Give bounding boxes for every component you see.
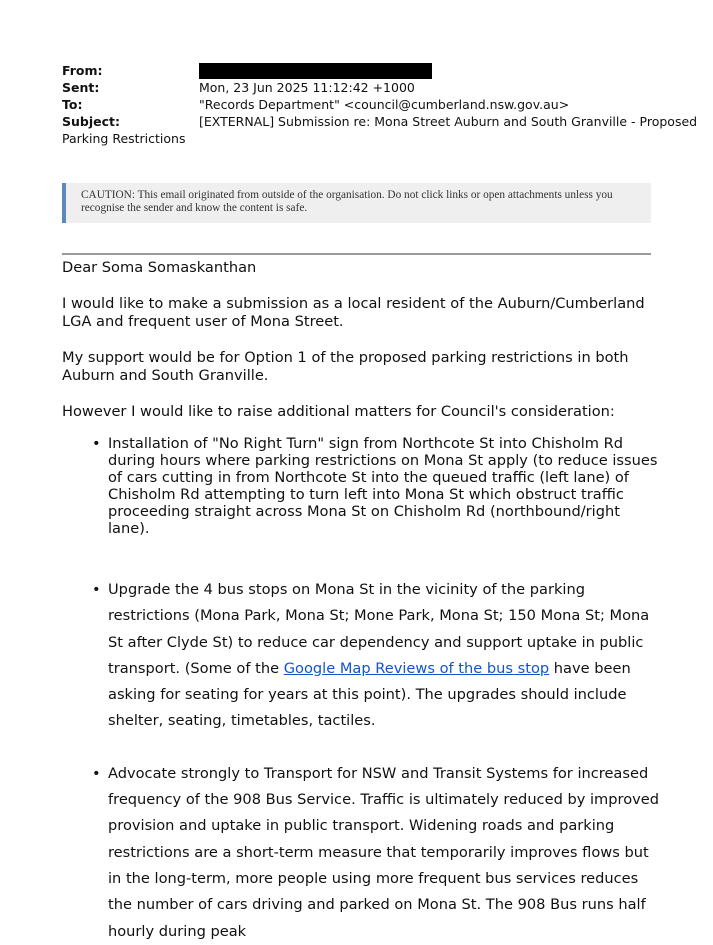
divider: [62, 253, 651, 255]
considerations-list: [62, 435, 662, 945]
subject-wrap: Parking Restrictions: [62, 131, 186, 146]
to-label: To:: [62, 97, 83, 112]
bullet-2-text-a: Upgrade the 4 bus stops on Mona St in the vicinity of the parking restrictions (Mona Park, Mona St; Mone Park, Mona St; 150 Mona St; Mona St after Clyde St) to reduce car dependency and support uptake in public transport. (Some of the: [108, 581, 650, 677]
email-header: [62, 62, 698, 147]
bullet-1-text: Installation of "No Right Turn" sign from Northcote St into Chisholm Rd during hours where parking restrictions on Mona St apply (to reduce issues of cars cutting in from Northcote St into the queued traffic (left lane) of Chisholm Rd attempting to turn left into Mona St which obstruct traffic proceeding straight across Mona St on Chisholm Rd (northbound/right lane).: [108, 435, 658, 537]
to-row: [62, 96, 662, 113]
sent-label: Sent:: [62, 80, 100, 95]
subject-wrap-row: [62, 130, 662, 147]
from-label: From:: [62, 63, 103, 78]
from-row: [62, 62, 662, 79]
to-value: "Records Department" <council@cumberland.nsw.gov.au>: [199, 97, 570, 112]
subject-label: Subject:: [62, 114, 120, 129]
sent-row: [62, 79, 662, 96]
bullet-2-text-b: have been asking for seating for years at this point). The upgrades should include shelter, seating, timetables, tactiles.: [108, 659, 631, 730]
caution-line-1: CAUTION: This email originated from outside of the organisation. Do not click links or open attachments unless you: [81, 189, 613, 201]
email-body: [62, 259, 662, 945]
redacted-sender: [199, 63, 432, 79]
subject-value: [EXTERNAL] Submission re: Mona Street Auburn and South Granville - Proposed: [199, 114, 698, 129]
subject-row: [62, 113, 698, 130]
bullet-3-text: Advocate strongly to Transport for NSW and Transit Systems for increased frequency of the 908 Bus Service. Traffic is ultimately reduced by improved provision and uptake in public transport. Widening roads and parking restrictions are a short-term measure that temporarily improves flows but in the long-term, more people using more frequent bus services reduces the number of cars driving and parked on Mona St. The 908 Bus runs half hourly during peak: [108, 764, 660, 940]
list-item: [62, 577, 662, 735]
greeting: Dear Soma Somaskanthan: [62, 259, 257, 276]
caution-banner: [62, 183, 651, 223]
list-item: [62, 761, 662, 945]
paragraph-3: However I would like to raise additional matters for Council's consideration:: [62, 403, 615, 420]
paragraph-1: I would like to make a submission as a local resident of the Auburn/Cumberland LGA and frequent user of Mona Street.: [62, 295, 645, 330]
sent-value: Mon, 23 Jun 2025 11:12:42 +1000: [199, 80, 415, 95]
list-item: [62, 435, 662, 537]
caution-line-2: recognise the sender and know the content is safe.: [81, 202, 308, 214]
bus-stop-reviews-link[interactable]: Google Map Reviews of the bus stop: [283, 659, 550, 677]
paragraph-2: My support would be for Option 1 of the proposed parking restrictions in both Auburn and South Granville.: [62, 349, 629, 384]
bullet-icon: •: [92, 581, 101, 598]
bullet-icon: •: [92, 764, 101, 782]
bullet-icon: •: [92, 435, 101, 452]
